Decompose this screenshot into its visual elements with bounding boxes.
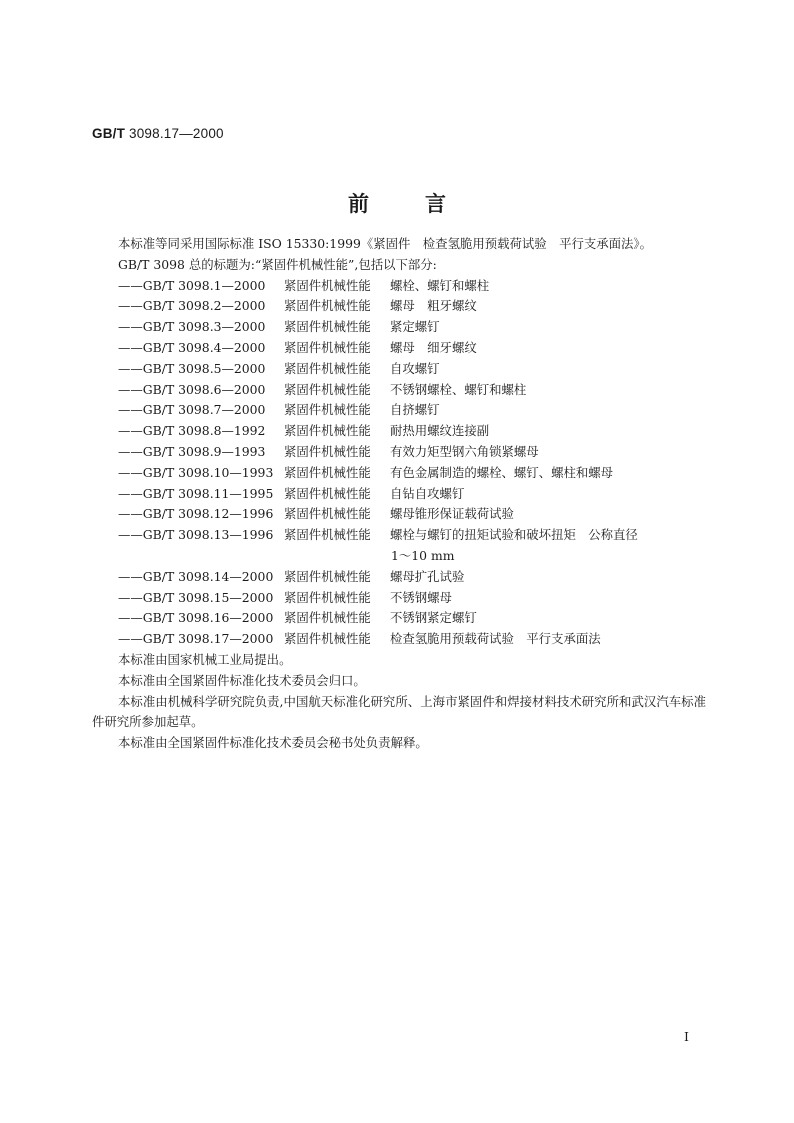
proposed-paragraph: 本标准由国家机械工业局提出。 [118,651,292,667]
part-subtitle: 螺母锥形保证载荷试验 [390,506,514,522]
part-title: 紧固件机械性能 [284,506,371,522]
page-title: 前言 [348,191,502,216]
list-item [92,629,706,650]
list-item [92,567,706,588]
list-item [92,380,706,401]
part-subtitle: 有色金属制造的螺栓、螺钉、螺柱和螺母 [390,464,614,480]
part-title: 紧固件机械性能 [284,423,371,439]
part-subtitle: 检查氢脆用预载荷试验 平行支承面法 [390,631,601,647]
list-item [92,463,706,484]
part-title: 紧固件机械性能 [284,319,371,335]
part-number: ——GB/T 3098.10—1993 [118,464,274,480]
part-subtitle: 螺母 粗牙螺纹 [390,298,477,314]
part-subtitle: 自攻螺钉 [390,360,440,376]
list-item [92,276,706,297]
part-number: ——GB/T 3098.3—2000 [118,319,266,335]
list-item [92,525,706,546]
part-number: ——GB/T 3098.15—2000 [118,589,274,605]
part-number: ——GB/T 3098.11—1995 [118,485,274,501]
part-number: ——GB/T 3098.14—2000 [118,568,274,584]
part-number: ——GB/T 3098.2—2000 [118,298,266,314]
part-number: ——GB/T 3098.16—2000 [118,610,274,626]
part-subtitle: 螺母 细牙螺纹 [390,339,477,355]
part-subtitle: 耐热用螺纹连接副 [390,423,490,439]
part-number: ——GB/T 3098.1—2000 [118,277,266,293]
part-title: 紧固件机械性能 [284,298,371,314]
part-number: ——GB/T 3098.4—2000 [118,339,266,355]
list-item [92,359,706,380]
drafted-paragraph: 本标准由机械科学研究院负责,中国航天标准化研究所、上海市紧固件和焊接材料技术研究所和武汉汽车标准件研究所参加起草。 [92,693,706,730]
document-body [92,234,706,754]
part-subtitle: 螺母扩孔试验 [390,568,465,584]
part-number: ——GB/T 3098.13—1996 [118,527,274,543]
part-title: 紧固件机械性能 [284,277,371,293]
list-item [92,296,706,317]
general-title-paragraph: GB/T 3098 总的标题为:“紧固件机械性能”,包括以下部分: [118,256,437,272]
part-title: 紧固件机械性能 [284,568,371,584]
part-number: ——GB/T 3098.8—1992 [118,423,266,439]
part-subtitle: 不锈钢紧定螺钉 [390,610,477,626]
part-title: 紧固件机械性能 [284,631,371,647]
part-title: 紧固件机械性能 [284,464,371,480]
part-title: 紧固件机械性能 [284,527,371,543]
part-number: ——GB/T 3098.6—2000 [118,381,266,397]
list-item [92,421,706,442]
part-subtitle: 螺栓、螺钉和螺柱 [390,277,490,293]
standard-number: 3098.17—2000 [129,126,224,141]
part-subtitle: 螺栓与螺钉的扭矩试验和破坏扭矩 公称直径 [390,527,638,543]
list-item [92,484,706,505]
page-number: I [684,1029,689,1044]
list-item [92,504,706,525]
standard-code: GB/T [92,126,126,141]
centralized-paragraph: 本标准由全国紧固件标准化技术委员会归口。 [118,672,366,688]
part-subtitle: 紧定螺钉 [390,319,440,335]
document-header [92,126,224,141]
list-item [92,338,706,359]
interpretation-paragraph: 本标准由全国紧固件标准化技术委员会秘书处负责解释。 [118,735,428,751]
part-subtitle: 自钻自攻螺钉 [390,485,465,501]
part-title: 紧固件机械性能 [284,485,371,501]
part-title: 紧固件机械性能 [284,339,371,355]
part-subtitle: 自挤螺钉 [390,402,440,418]
part-number: ——GB/T 3098.17—2000 [118,631,274,647]
part-number: ——GB/T 3098.9—1993 [118,443,266,459]
part-subtitle: 不锈钢螺栓、螺钉和螺柱 [390,381,527,397]
part-title: 紧固件机械性能 [284,381,371,397]
intro-paragraph: 本标准等同采用国际标准 ISO 15330:1999《紧固件 检查氢脆用预载荷试验 平行支承面法》。 [118,236,653,251]
part-title: 紧固件机械性能 [284,360,371,376]
list-item [92,317,706,338]
list-item [92,588,706,609]
part-title: 紧固件机械性能 [284,610,371,626]
part-title: 紧固件机械性能 [284,589,371,605]
part-subtitle-continuation: 1～10 mm [391,547,455,563]
part-subtitle: 不锈钢螺母 [390,589,452,605]
list-item [92,400,706,421]
list-item [92,608,706,629]
part-subtitle: 有效力矩型钢六角锁紧螺母 [390,443,539,459]
part-number: ——GB/T 3098.5—2000 [118,360,266,376]
part-number: ——GB/T 3098.12—1996 [118,506,274,522]
part-title: 紧固件机械性能 [284,443,371,459]
part-title: 紧固件机械性能 [284,402,371,418]
part-number: ——GB/T 3098.7—2000 [118,402,266,418]
list-item [92,442,706,463]
